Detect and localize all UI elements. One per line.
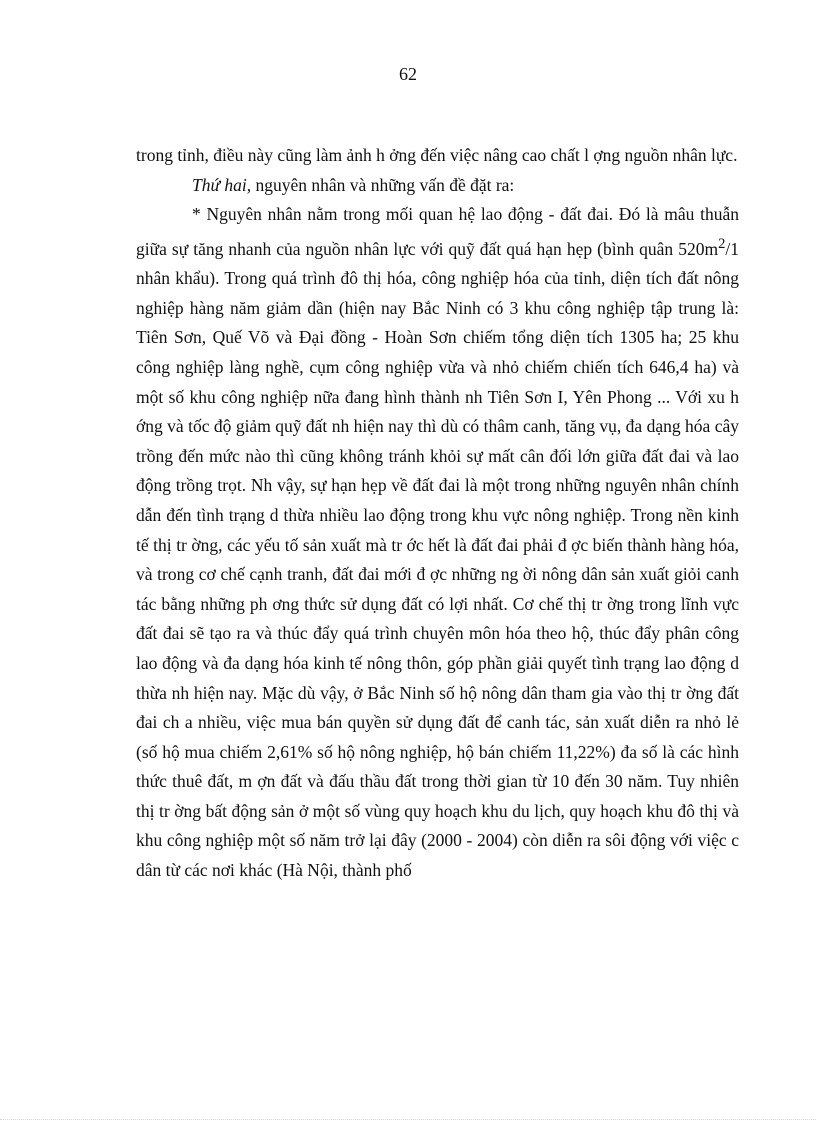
paragraph-2 <box>136 171 739 201</box>
paragraph-2-text: nguyên nhân và những vấn đề đặt ra: <box>251 174 515 195</box>
paragraph-3-before-sup: * Nguyên nhân nằm trong mối quan hệ lao động - đất đai. Đó là mâu thuẫn giữa sự tăng nhanh của nguồn nhân lực với quỹ đất quá hạn hẹp (bình quân 520m <box>136 204 739 259</box>
paragraph-3-superscript: 2 <box>718 235 726 252</box>
paragraph-1: trong tỉnh, điều này cũng làm ảnh h ởng đến việc nâng cao chất l ợng nguồn nhân lực. <box>136 145 738 165</box>
page-number: 62 <box>399 64 417 84</box>
bottom-dotted-rule <box>0 1119 816 1120</box>
paragraph-2-label: Thứ hai, <box>192 174 252 195</box>
paragraph-3 <box>136 200 739 885</box>
body-text <box>136 141 739 886</box>
paragraph-3-after-sup: /1 nhân khẩu). Trong quá trình đô thị hóa, công nghiệp hóa của tỉnh, diện tích đất nông nghiệp hàng năm giảm dần (hiện nay Bắc Ninh có 3 khu công nghiệp tập trung là: Tiên Sơn, Quế Võ và Đại đồng - Hoàn Sơn chiếm tổng diện tích 1305 ha; 25 khu công nghiệp làng nghề, cụm công nghiệp vừa và nhỏ chiếm chiến tích 646,4 ha) và một số khu công nghiệp nữa đang hình thành nh Tiên Sơn I, Yên Phong ... Với xu h ớng và tốc độ giảm quỹ đất nh hiện nay thì dù có thâm canh, tăng vụ, đa dạng hóa cây trồng đến mức nào thì cũng không tránh khỏi sự mất cân đối lớn giữa đất đai và lao động trồng trọt. Nh vậy, sự hạn hẹp về đất đai là một trong những nguyên nhân chính dẫn đến tình trạng d thừa nhiều lao động trong khu vực nông nghiệp. Trong nền kinh tế thị tr ờng, các yếu tố sản xuất mà tr ớc hết là đất đai phải đ ợc biến thành hàng hóa, và trong cơ chế cạnh tranh, đất đai mới đ ợc những ng ời nông dân sản xuất giỏi canh tác bằng những ph ơng thức sử dụng đất có lợi nhất. Cơ chế thị tr ờng trong lĩnh vực đất đai sẽ tạo ra và thúc đẩy quá trình chuyên môn hóa theo hộ, thúc đẩy phân công lao động và đa dạng hóa kinh tế nông thôn, góp phần giải quyết tình trạng lao động d thừa nh hiện nay. Mặc dù vậy, ở Bắc Ninh số hộ nông dân tham gia vào thị tr ờng đất đai ch a nhiều, việc mua bán quyền sử dụng đất để canh tác, sản xuất diễn ra nhỏ lẻ (số hộ mua chiếm 2,61% số hộ nông nghiệp, hộ bán chiếm 11,22%) đa số là các hình thức thuê đất, m ợn đất và đấu thầu đất trong thời gian từ 10 đến 30 năm. Tuy nhiên thị tr ờng bất động sản ở một số vùng quy hoạch khu du lịch, quy hoạch khu đô thị và khu công nghiệp một số năm trở lại đây (2000 - 2004) còn diễn ra sôi động với việc c dân từ các nơi khác (Hà Nội, thành phố <box>136 238 739 881</box>
